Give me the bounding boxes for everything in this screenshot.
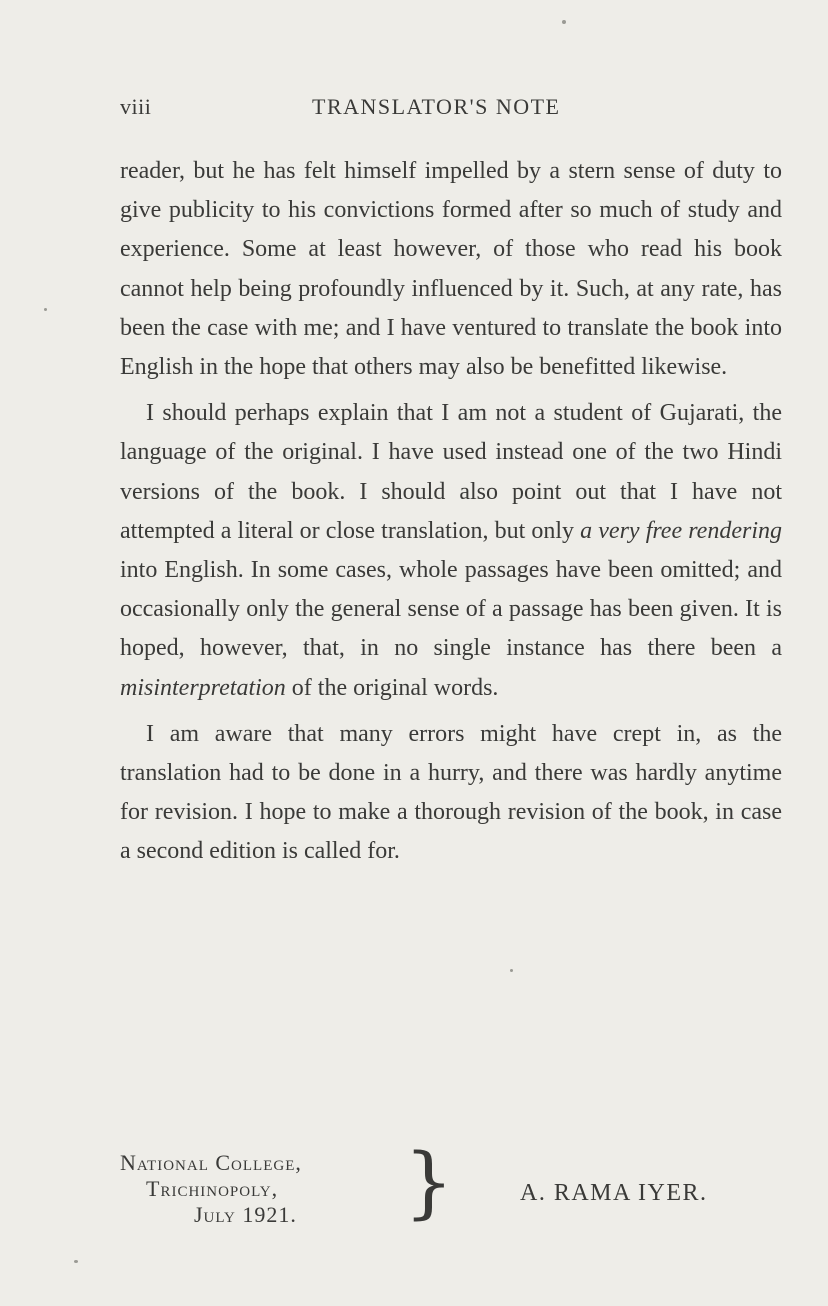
paragraph-2-part-c: of the original words.: [285, 674, 499, 701]
date-line: July 1921.: [194, 1202, 297, 1227]
paper-speck: [74, 1260, 78, 1263]
paragraph-2-part-a: I should perhaps explain that I am not a student of Gujarati, the language of the original. I have used instead one of the two Hindi versions of the book. I should also point out that I have not attempted a literal or close translation, but only: [120, 400, 782, 544]
brace-glyph: }: [404, 1138, 454, 1228]
paper-speck: [44, 308, 47, 311]
paragraph-2-italic-phrase: a very free rendering: [580, 517, 782, 544]
running-title: TRANSLATOR'S NOTE: [312, 94, 561, 119]
paragraph-2: [120, 394, 782, 708]
paragraph-3: I am aware that many errors might have crept in, as the translation had to be done in a hurry, and there was hardly anytime for revision. I hope to make a thorough revision of the book, in case a second edition is called for.: [120, 720, 782, 865]
translator-signature: A. RAMA IYER.: [520, 1180, 708, 1206]
paragraph-2-part-b: into English. In some cases, whole passages have been omitted; and occasionally only the general sense of a passage has been given. It is hoped, however, that, in no single instance has there been a: [120, 557, 782, 662]
paper-speck: [562, 20, 566, 24]
page-number: viii: [120, 94, 152, 119]
place-line-1: National College,: [120, 1150, 302, 1175]
paragraph-2-italic-word: misinterpretation: [120, 674, 286, 701]
place-line-2: Trichinopoly,: [146, 1176, 279, 1201]
paragraph-1: reader, but he has felt himself impelled by a stern sense of duty to give publicity to his convictions formed after so much of study and experience. Some at least however, of those who read his book cannot help being profoundly influenced by it. Such, at any rate, has been the case with me; and I have ventured to translate the book into English in the hope that others may also be benefitted likewise.: [120, 158, 782, 381]
signoff: [0, 1138, 828, 1290]
page-header: [120, 94, 780, 124]
paper-speck: [510, 969, 513, 972]
body-text: [120, 152, 782, 879]
